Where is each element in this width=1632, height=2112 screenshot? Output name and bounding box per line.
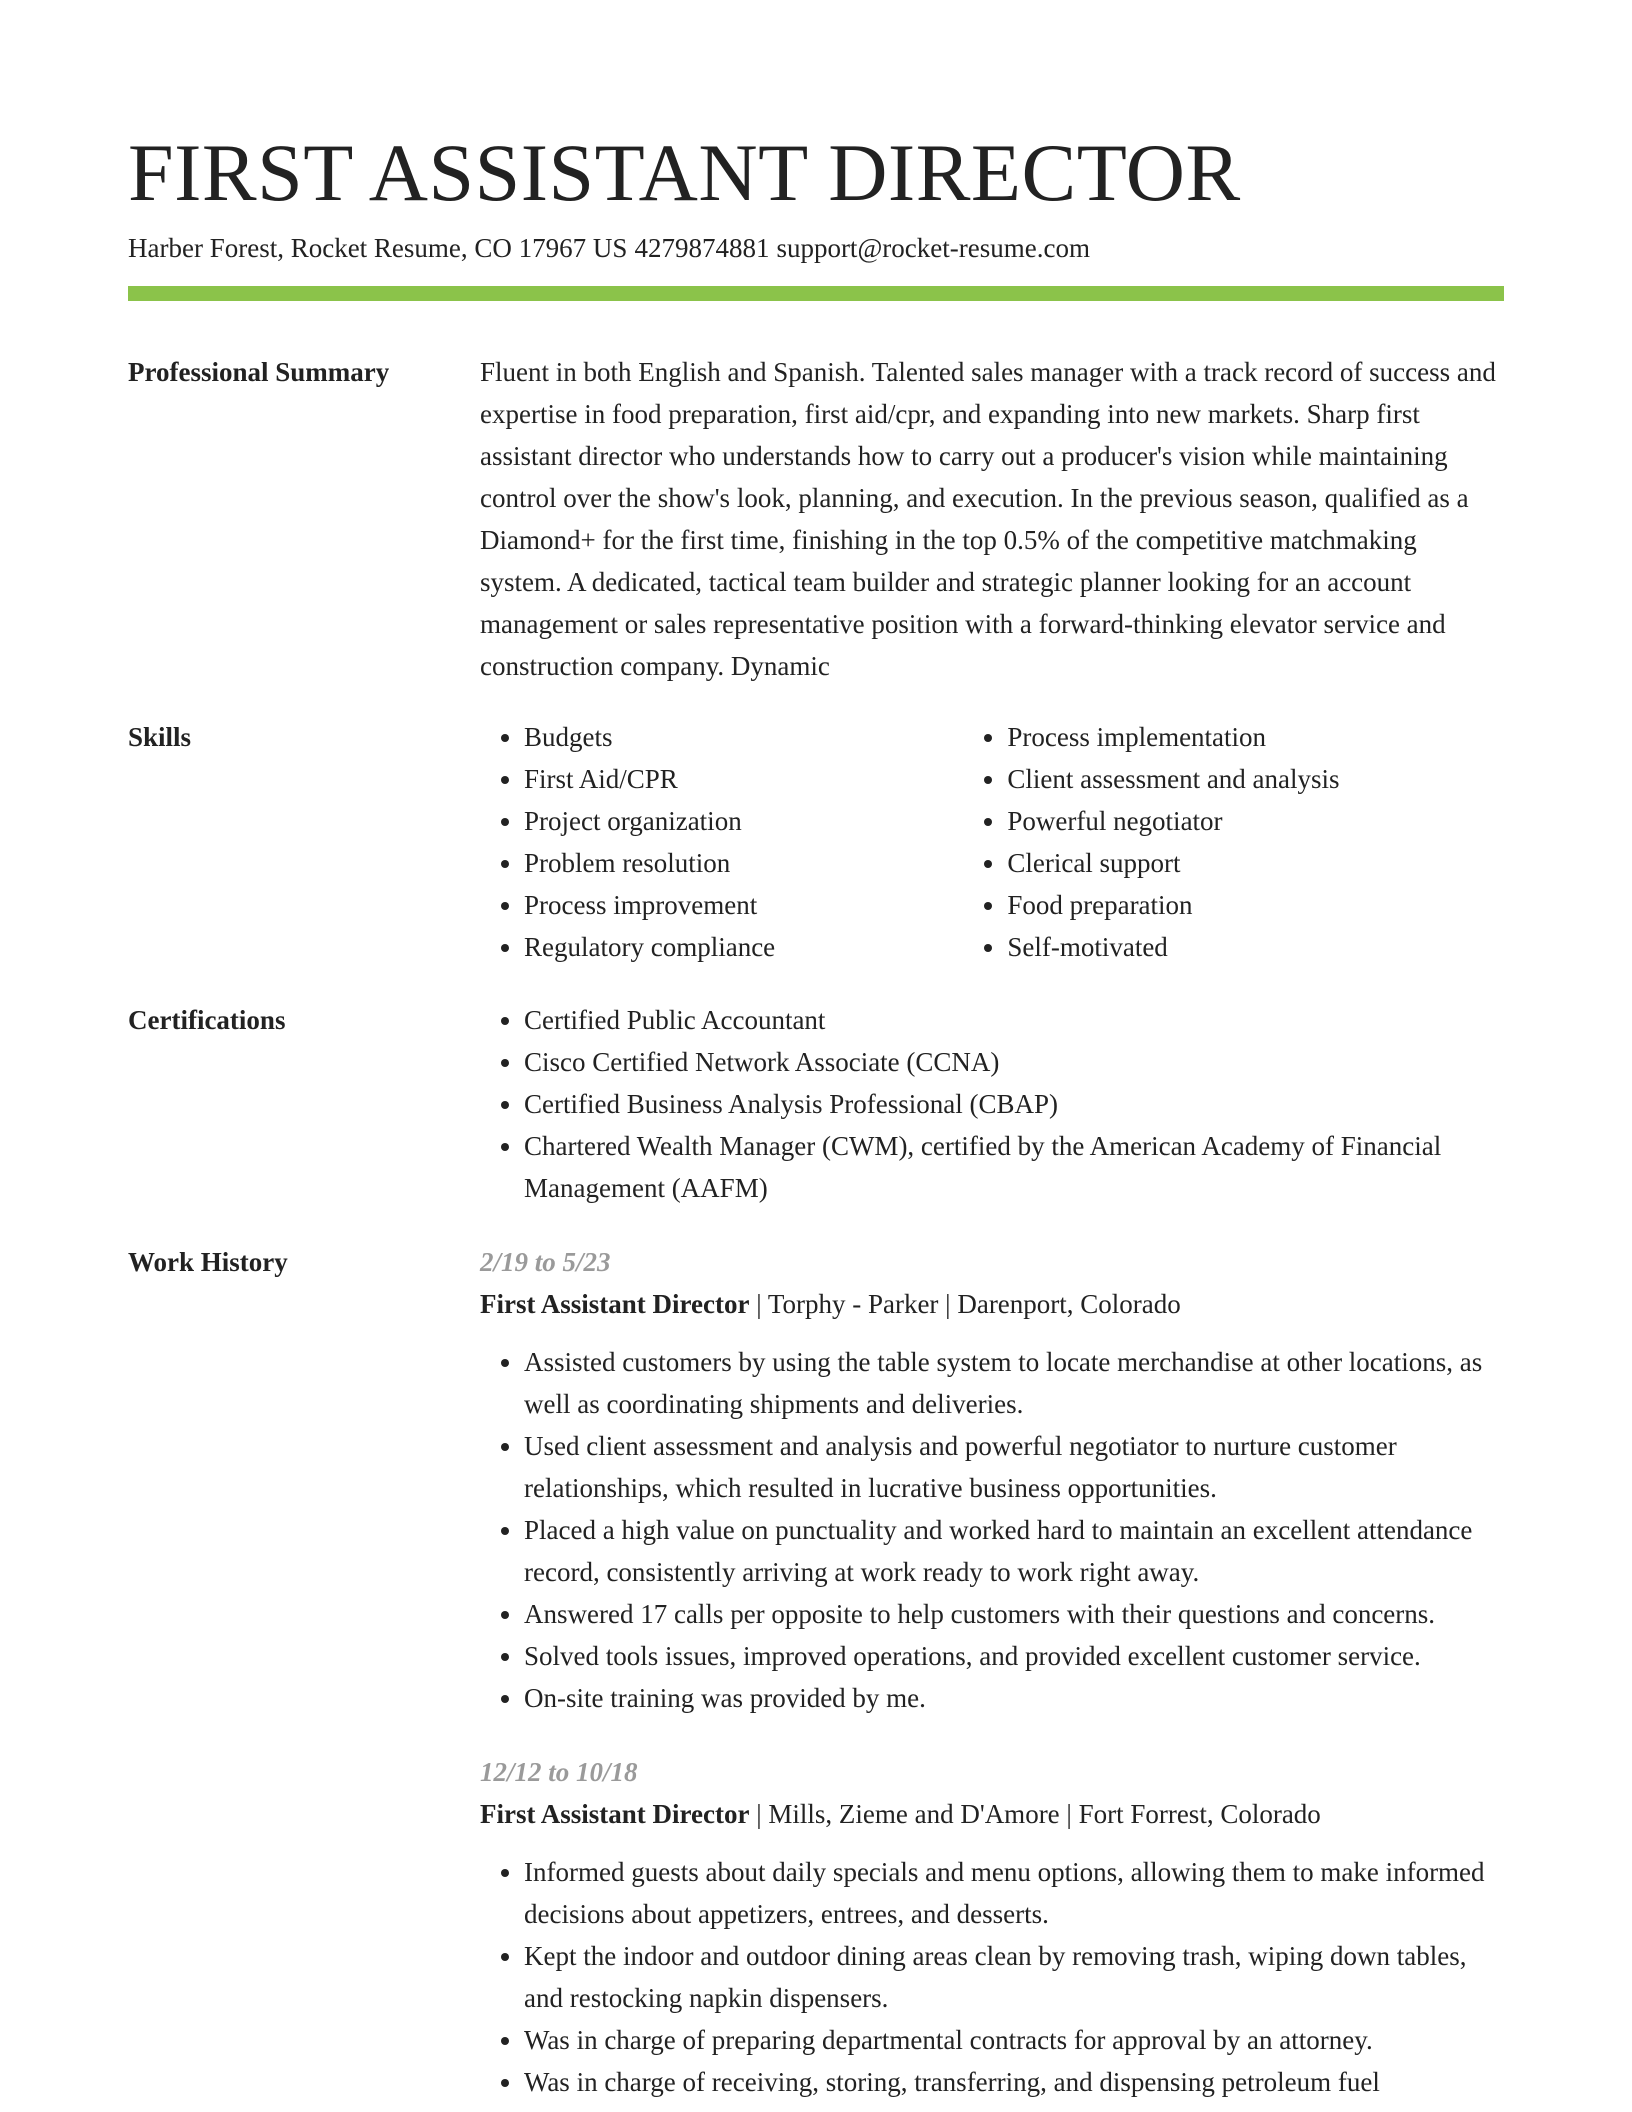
skill-item: • Powerful negotiator <box>1007 800 1504 842</box>
job-title: First Assistant Director <box>480 1799 750 1829</box>
header-divider <box>128 286 1504 301</box>
contact-address: Harber Forest, Rocket Resume, CO 17967 US <box>128 233 628 263</box>
skill-item: • Budgets <box>524 716 963 758</box>
section-label-skills: Skills <box>128 722 192 752</box>
job-bullet: • Solved tools issues, improved operations, and provided excellent customer service. <box>524 1635 1504 1677</box>
work-history-content <box>480 1241 1504 2103</box>
certifications-content <box>480 999 1504 1209</box>
summary-text: Fluent in both English and Spanish. Talented sales manager with a track record of success and expertise in food preparation, first aid/cpr, and expanding into new markets. Sharp first assistant director who understands how to carry out a producer's vision while maintaining control over the show's look, planning, and execution. In the previous season, qualified as a Diamond+ for the first time, finishing in the top 0.5% of the competitive matchmaking system. A dedicated, tactical team builder and strategic planner looking for an account management or sales representative position with a forward-thinking elevator service and construction company. Dynamic <box>480 357 1496 681</box>
job-bullet: • Informed guests about daily specials and menu options, allowing them to make informed decisions about appetizers, entrees, and desserts. <box>524 1851 1504 1935</box>
job-bullets <box>480 1851 1504 2103</box>
job-entry <box>480 1751 1504 2103</box>
skill-item: • Self-motivated <box>1007 926 1504 968</box>
job-bullet: • Was in charge of receiving, storing, transferring, and dispensing petroleum fuel <box>524 2061 1504 2103</box>
skills-list-left <box>480 716 963 968</box>
resume-name-heading: FIRST ASSISTANT DIRECTOR <box>128 127 1241 218</box>
skill-item: • Client assessment and analysis <box>1007 758 1504 800</box>
skills-list-right <box>963 716 1504 968</box>
summary-content <box>480 351 1504 687</box>
certification-item: • Certified Public Accountant <box>524 999 1504 1041</box>
skill-item: • First Aid/CPR <box>524 758 963 800</box>
contact-phone: 4279874881 <box>634 233 770 263</box>
section-label-certifications: Certifications <box>128 1005 286 1035</box>
job-bullets <box>480 1341 1504 1719</box>
skill-item: • Project organization <box>524 800 963 842</box>
certification-item: • Cisco Certified Network Associate (CCNA) <box>524 1041 1504 1083</box>
contact-line <box>128 230 1090 266</box>
certifications-list <box>480 999 1504 1209</box>
skill-item: • Regulatory compliance <box>524 926 963 968</box>
section-label-summary: Professional Summary <box>128 357 390 387</box>
job-employer-location: | Mills, Zieme and D'Amore | Fort Forrest, Colorado <box>749 1799 1321 1829</box>
skill-item: • Process improvement <box>524 884 963 926</box>
certification-item: • Certified Business Analysis Professional (CBAP) <box>524 1083 1504 1125</box>
job-dates: 12/12 to 10/18 <box>480 1757 638 1787</box>
skill-item: • Clerical support <box>1007 842 1504 884</box>
skills-content <box>480 716 1504 968</box>
job-bullet: • Kept the indoor and outdoor dining areas clean by removing trash, wiping down tables, and restocking napkin dispensers. <box>524 1935 1504 2019</box>
section-label-work-history: Work History <box>128 1247 288 1277</box>
job-entry <box>480 1241 1504 1719</box>
job-bullet: • Used client assessment and analysis and powerful negotiator to nurture customer relationships, which resulted in lucrative business opportunities. <box>524 1425 1504 1509</box>
job-title: First Assistant Director <box>480 1289 750 1319</box>
skill-item: • Problem resolution <box>524 842 963 884</box>
job-bullet: • On-site training was provided by me. <box>524 1677 1504 1719</box>
skill-item: • Process implementation <box>1007 716 1504 758</box>
contact-email: support@rocket-resume.com <box>776 233 1090 263</box>
certification-item: • Chartered Wealth Manager (CWM), certified by the American Academy of Financial Management (AAFM) <box>524 1125 1504 1209</box>
job-bullet: • Answered 17 calls per opposite to help customers with their questions and concerns. <box>524 1593 1504 1635</box>
job-bullet: • Placed a high value on punctuality and worked hard to maintain an excellent attendance record, consistently arriving at work ready to work right away. <box>524 1509 1504 1593</box>
job-employer-location: | Torphy - Parker | Darenport, Colorado <box>749 1289 1181 1319</box>
job-bullet: • Assisted customers by using the table system to locate merchandise at other locations, as well as coordinating shipments and deliveries. <box>524 1341 1504 1425</box>
job-dates: 2/19 to 5/23 <box>480 1247 611 1277</box>
job-title-line <box>480 1793 1504 1835</box>
job-bullet: • Was in charge of preparing departmental contracts for approval by an attorney. <box>524 2019 1504 2061</box>
job-title-line <box>480 1283 1504 1325</box>
skill-item: • Food preparation <box>1007 884 1504 926</box>
